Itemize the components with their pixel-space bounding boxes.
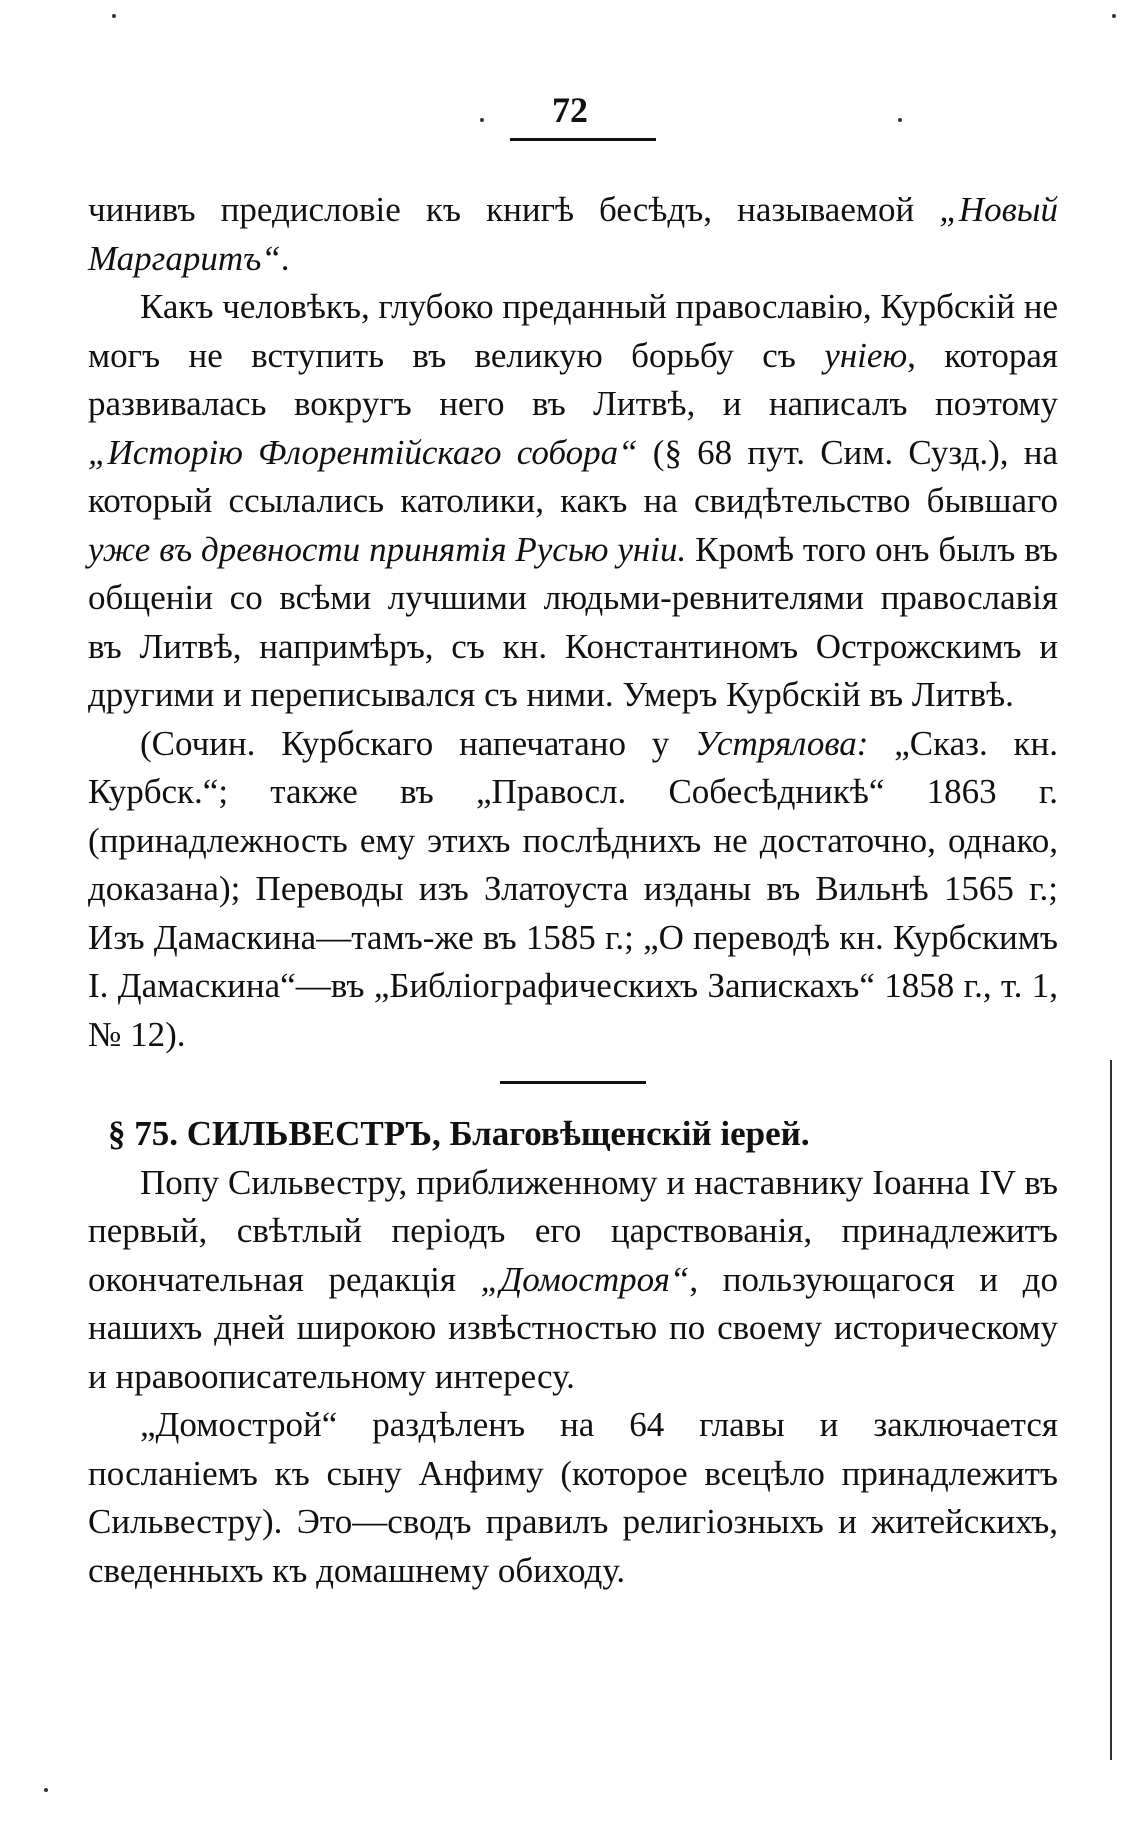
text-run: Кромѣ того онъ былъ въ общеніи со всѣми лучшими людьми-ревнителями православія въ Литвѣ, напримѣръ, съ кн. Константиномъ Острожскимъ и другими и переписывался съ ними. Умеръ Курбскій въ Литвѣ.: [88, 529, 1058, 714]
text-run: Попу Сильвестру, приближенному и наставнику Іоанна IV въ первый, свѣтлый періодъ его царствованія, принадлежитъ окончательная редакція: [88, 1162, 1058, 1299]
text-run: „Домострой“ раздѣленъ на 64 главы и заключается посланіемъ къ сыну Анфиму (которое всецѣло принадлежитъ Сильвестру). Это—сводъ правилъ религіозныхъ и житейскихъ, сведенныхъ къ домашнему обиходу.: [88, 1405, 1058, 1590]
text-run: Какъ человѣкъ, глубоко преданный православію, Курбскій не могъ не вступить въ великую борьбу съ: [88, 287, 1058, 375]
top-rule: [510, 138, 656, 141]
text-run: чинивъ предисловіе къ книгѣ бесѣдъ, называемой: [88, 190, 940, 229]
paragraph-novyi-margarit: [88, 186, 1058, 283]
section-heading: [88, 1110, 1058, 1159]
paragraph-domostroi-intro: [88, 1159, 1058, 1402]
scan-speck: [898, 118, 902, 122]
scan-speck: [480, 118, 484, 122]
italic-term: уніею: [824, 335, 908, 375]
text-run: „Сказ. кн. Курбск.“; также въ „Правосл. Собесѣдникѣ“ 1863 г. (принадлежность ему этихъ послѣднихъ не достаточно, однако, доказана); Переводы изъ Златоуста изданы въ Вильнѣ 1565 г.; Изъ Дамаскина—тамъ-же въ 1585 г.; „О переводѣ кн. Курбскимъ І. Дамаскина“—въ „Библіографическихъ Запискахъ“ 1858 г., т. 1, № 12).: [88, 723, 1059, 1054]
italic-title: „Новый Маргаритъ“: [88, 190, 1058, 278]
page-number: 72: [552, 90, 588, 130]
paragraph-kurbsky: [88, 283, 1058, 720]
paragraph-domostroi-structure: [88, 1401, 1058, 1595]
italic-title: „Исторію Флорентійскаго собора“: [88, 432, 638, 472]
section-description: Благовѣщенскій іерей.: [449, 1114, 810, 1153]
text-run: (Сочин. Курбскаго напечатано у: [140, 723, 696, 763]
text-run: , пользующагося и до нашихъ дней широкою извѣстностью по своему историческому и нравоописательному интересу.: [88, 1259, 1058, 1396]
section-number: § 75.: [108, 1114, 178, 1153]
section-name: СИЛЬВЕСТРЪ,: [186, 1114, 441, 1153]
paragraph-bibliography: [88, 720, 1058, 1060]
text-run: (§ 68 пут. Сим. Сузд.), на который ссылались католики, какъ на свидѣтельство бывшаго: [88, 432, 1058, 520]
scan-speck: [44, 1788, 48, 1792]
scan-edge-line: [1110, 1060, 1112, 1760]
italic-phrase: уже въ древности принятія Русью уніи.: [88, 529, 687, 569]
italic-title: „Домостроя“: [480, 1259, 690, 1299]
body-text: [88, 186, 1058, 1595]
text-run: , которая развивалась вокругъ него въ Литвѣ, и написалъ поэтому: [88, 335, 1058, 423]
scan-speck: [112, 14, 116, 18]
scan-speck: [1112, 14, 1116, 18]
text-run: .: [280, 238, 290, 278]
italic-author: Устрялова:: [695, 723, 869, 763]
section-divider: [500, 1081, 646, 1084]
